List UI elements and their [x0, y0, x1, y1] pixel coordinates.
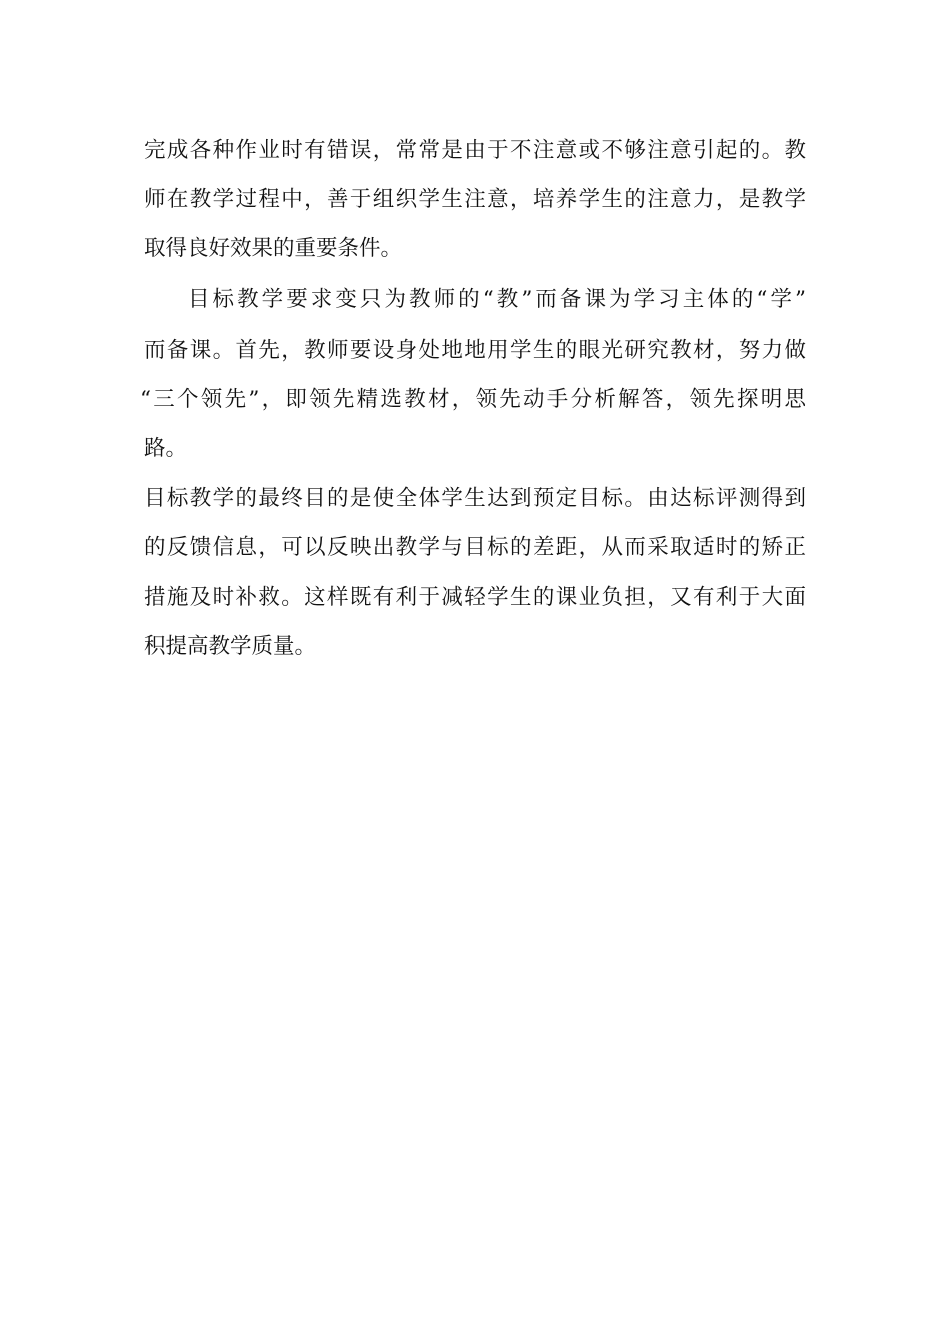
text-line: 的反馈信息，可以反映出教学与目标的差距，从而采取适时的矫正	[144, 535, 806, 560]
text-line: 取得良好效果的重要条件。	[144, 236, 403, 261]
text-line: 积提高教学质量。	[144, 634, 317, 659]
text-line: 路。	[144, 436, 188, 461]
text-line: 目标教学要求变只为教师的“教”而备课为学习主体的“学”	[188, 287, 806, 312]
text-line: 而备课。首先，教师要设身处地地用学生的眼光研究教材，努力做	[144, 338, 806, 363]
text-line: 措施及时补救。这样既有利于减轻学生的课业负担，又有利于大面	[144, 585, 806, 610]
text-line: 目标教学的最终目的是使全体学生达到预定目标。由达标评测得到	[144, 486, 806, 511]
text-line: “三个领先”，即领先精选教材，领先动手分析解答，领先探明思	[140, 387, 806, 412]
text-line: 师在教学过程中，善于组织学生注意，培养学生的注意力，是教学	[144, 187, 806, 212]
text-line: 完成各种作业时有错误，常常是由于不注意或不够注意引起的。教	[144, 138, 806, 163]
